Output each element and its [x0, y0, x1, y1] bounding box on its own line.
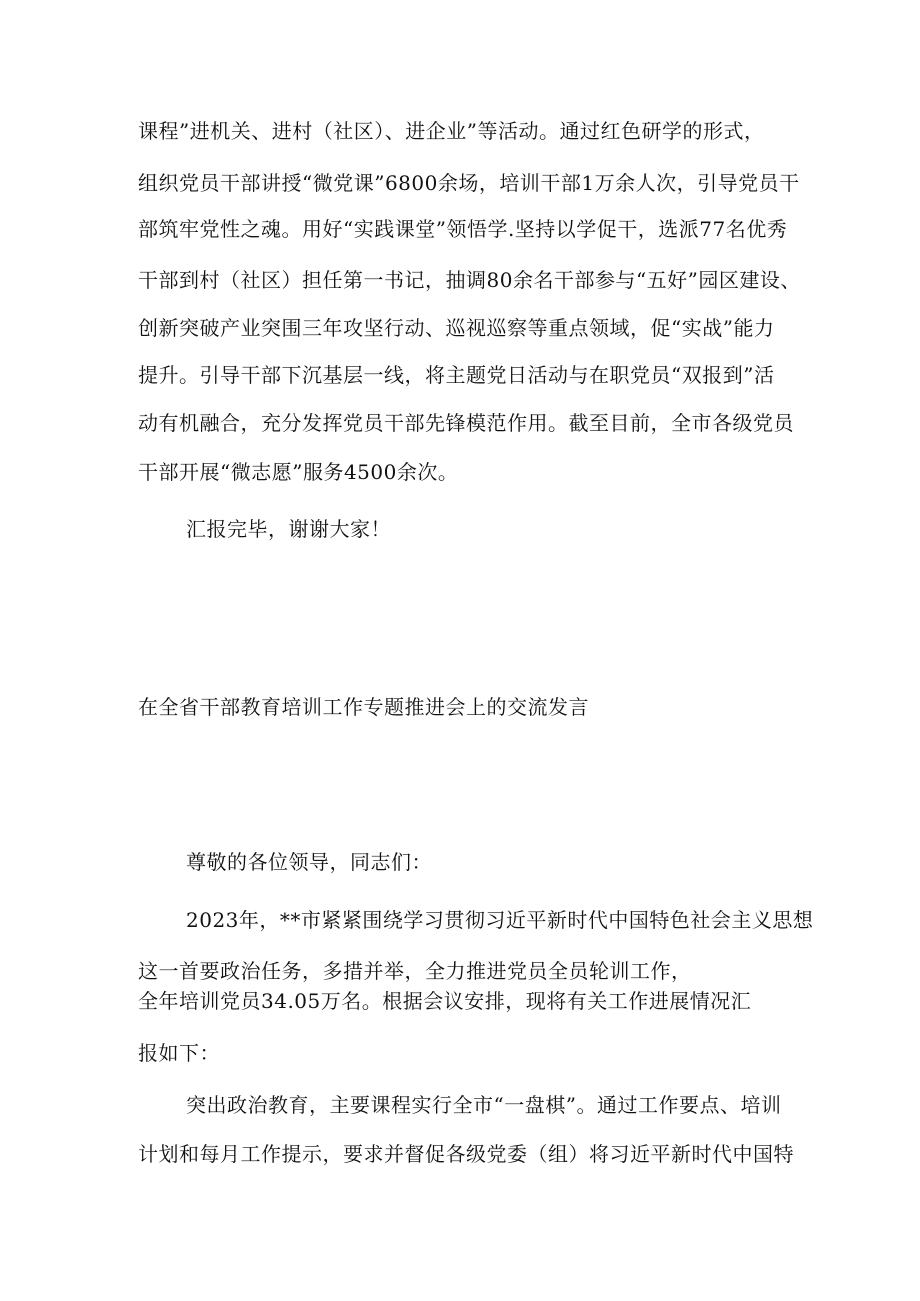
text-line: 干部到村（社区）担任第一书记，抽调80余名干部参与“五好”园区建设、 [138, 268, 801, 292]
closing-remark: 汇报完毕，谢谢大家！ [186, 517, 391, 541]
text-line: 动有机融合，充分发挥党员干部先锋模范作用。截至目前，全市各级党员 [138, 411, 794, 435]
text-line: 计划和每月工作提示，要求并督促各级党委（组）将习近平新时代中国特 [138, 1142, 794, 1166]
text-line: 全年培训党员34.05万名。根据会议安排，现将有关工作进展情况汇 [138, 989, 752, 1013]
text-line: 部筑牢党性之魂。用好“实践课堂”领悟学.坚持以学促干，选派77名优秀 [138, 217, 788, 241]
salutation: 尊敬的各位领导，同志们： [186, 850, 432, 874]
text-line: 突出政治教育，主要课程实行全市“一盘棋”。通过工作要点、培训 [186, 1093, 782, 1117]
text-line: 这一首要政治任务，多措并举，全力推进党员全员轮训工作， [138, 959, 692, 983]
text-line: 组织党员干部讲授“微党课”6800余场，培训干部1万余人次，引导党员干 [138, 171, 800, 195]
text-line: 干部开展“微志愿”服务4500余次。 [138, 460, 459, 484]
document-title: 在全省干部教育培训工作专题推进会上的交流发言 [138, 695, 589, 719]
text-line: 创新突破产业突围三年攻坚行动、巡视巡察等重点领域，促“实战”能力 [138, 316, 775, 340]
text-line: 2023年，**市紧紧围绕学习贯彻习近平新时代中国特色社会主义思想 [186, 908, 814, 932]
text-line: 课程”进机关、进村（社区）、进企业”等活动。通过红色研学的形式， [138, 119, 765, 143]
text-line: 提升。引导干部下沉基层一线，将主题党日活动与在职党员“双报到”活 [138, 363, 775, 387]
text-line: 报如下： [138, 1041, 220, 1065]
